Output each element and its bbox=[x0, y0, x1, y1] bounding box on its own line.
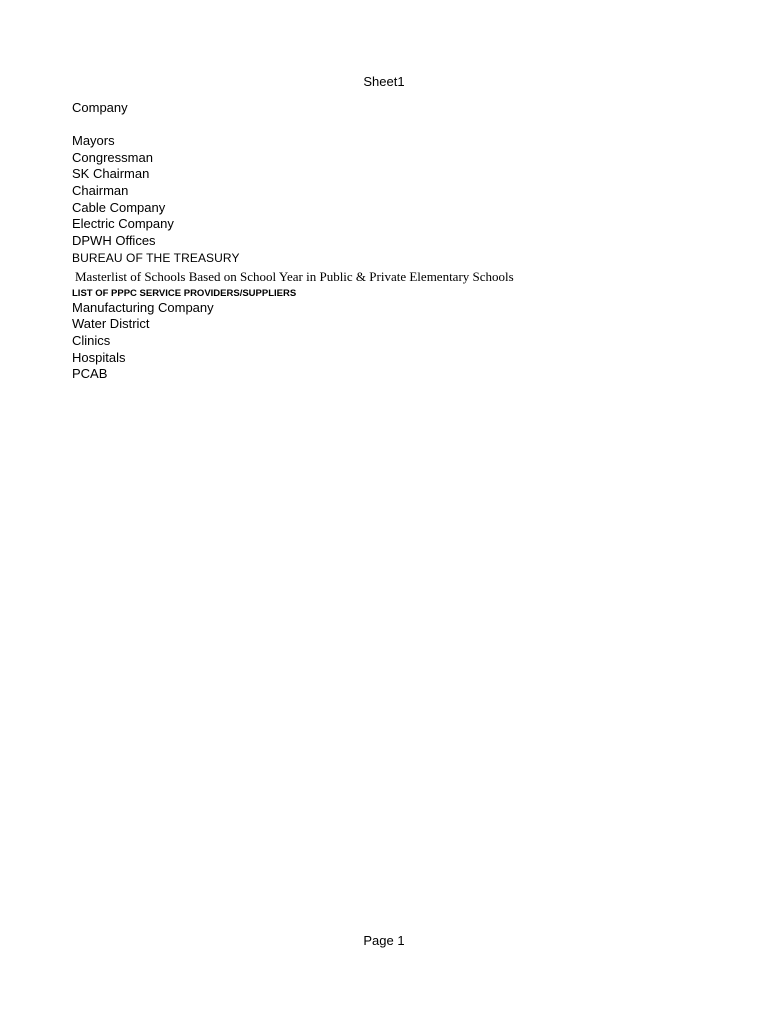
page-number: Page 1 bbox=[363, 933, 405, 948]
list-item: Manufacturing Company bbox=[72, 299, 214, 315]
list-item: Masterlist of Schools Based on School Year in Public & Private Elementary Schools bbox=[75, 268, 514, 284]
list-item: SK Chairman bbox=[72, 166, 150, 182]
list-item: LIST OF PPPC SERVICE PROVIDERS/SUPPLIERS bbox=[72, 287, 297, 299]
company-column-header: Company bbox=[72, 100, 128, 115]
list-item: Electric Company bbox=[72, 216, 174, 232]
list-item: Congressman bbox=[72, 149, 153, 165]
list-item: Water District bbox=[72, 316, 150, 332]
company-list bbox=[72, 133, 514, 383]
sheet-title: Sheet1 bbox=[363, 74, 405, 89]
list-item: Cable Company bbox=[72, 199, 166, 215]
list-item: Chairman bbox=[72, 183, 129, 199]
list-item: Hospitals bbox=[72, 349, 126, 365]
list-item: Clinics bbox=[72, 332, 111, 348]
list-item: DPWH Offices bbox=[72, 233, 156, 249]
list-item: Mayors bbox=[72, 133, 115, 148]
list-item: PCAB bbox=[72, 366, 108, 382]
list-item: BUREAU OF THE TREASURY bbox=[72, 250, 240, 265]
